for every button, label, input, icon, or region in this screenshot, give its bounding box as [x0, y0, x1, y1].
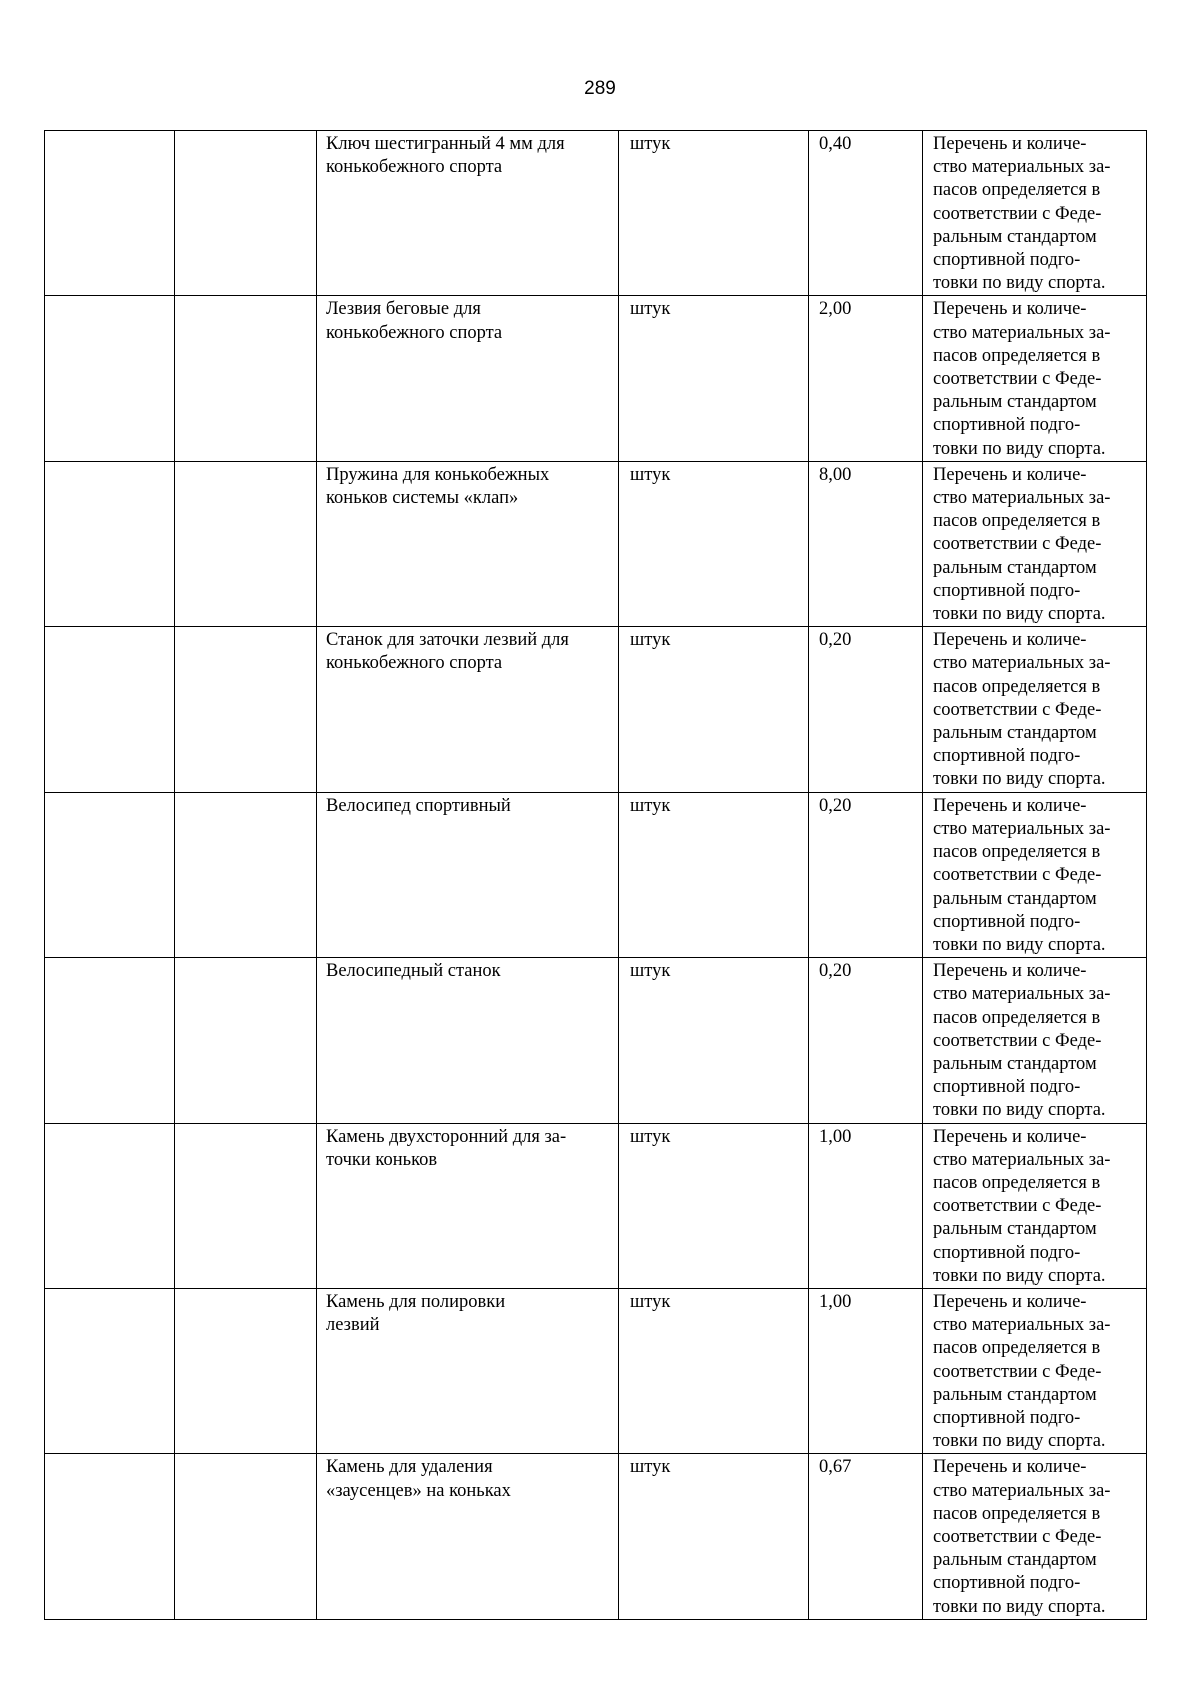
- table-row: [45, 958, 1147, 1123]
- item-name-line: Пружина для конькобежных: [326, 464, 550, 485]
- note-line: ральным стандартом: [933, 226, 1097, 247]
- note-line: Перечень и количе-: [933, 630, 1087, 651]
- item-name-line: Камень для полировки: [326, 1291, 506, 1312]
- empty-cell-category: [175, 958, 317, 1123]
- quantity-cell: 2,00: [809, 296, 923, 461]
- note-cell: [923, 461, 1147, 626]
- table-row: [45, 1454, 1147, 1619]
- note-line: соответствии с Феде-: [933, 1196, 1102, 1217]
- item-name-cell: [317, 1288, 619, 1453]
- note-line: ство материальных за-: [933, 1149, 1111, 1170]
- note-cell: [923, 296, 1147, 461]
- note-cell: [923, 627, 1147, 792]
- table-row: [45, 461, 1147, 626]
- item-name-cell: [317, 131, 619, 296]
- item-name-line: лезвий: [326, 1315, 380, 1336]
- empty-cell-category: [175, 792, 317, 957]
- unit-cell: штук: [619, 1123, 809, 1288]
- empty-cell-number: [45, 1288, 175, 1453]
- unit-cell: штук: [619, 792, 809, 957]
- note-line: соответствии с Феде-: [933, 203, 1102, 224]
- empty-cell-number: [45, 627, 175, 792]
- quantity-cell: 0,67: [809, 1454, 923, 1619]
- quantity-cell: 1,00: [809, 1123, 923, 1288]
- note-line: соответствии с Феде-: [933, 1526, 1102, 1547]
- item-name-line: Велосипедный станок: [326, 961, 501, 982]
- note-line: товки по виду спорта.: [933, 1431, 1106, 1452]
- table-row: [45, 1123, 1147, 1288]
- note-line: ство материальных за-: [933, 818, 1111, 839]
- note-line: товки по виду спорта.: [933, 273, 1106, 294]
- item-name-line: Лезвия беговые для: [326, 299, 481, 320]
- quantity-cell: 0,20: [809, 792, 923, 957]
- quantity-cell: 1,00: [809, 1288, 923, 1453]
- note-line: товки по виду спорта.: [933, 1265, 1106, 1286]
- empty-cell-category: [175, 627, 317, 792]
- item-name-line: конькобежного спорта: [326, 653, 503, 674]
- note-line: ство материальных за-: [933, 984, 1111, 1005]
- table-row: [45, 296, 1147, 461]
- note-line: спортивной подго-: [933, 580, 1081, 601]
- note-line: ральным стандартом: [933, 1053, 1097, 1074]
- quantity-cell: 0,40: [809, 131, 923, 296]
- empty-cell-number: [45, 792, 175, 957]
- note-line: Перечень и количе-: [933, 1126, 1087, 1147]
- note-line: пасов определяется в: [933, 1503, 1101, 1524]
- quantity-cell: 8,00: [809, 461, 923, 626]
- note-line: товки по виду спорта.: [933, 1596, 1106, 1617]
- note-line: спортивной подго-: [933, 250, 1081, 271]
- note-line: товки по виду спорта.: [933, 438, 1106, 459]
- note-line: спортивной подго-: [933, 415, 1081, 436]
- table-body: [45, 131, 1147, 1620]
- item-name-line: Камень для удаления: [326, 1457, 493, 1478]
- unit-cell: штук: [619, 1288, 809, 1453]
- empty-cell-number: [45, 958, 175, 1123]
- table-row: [45, 1288, 1147, 1453]
- note-line: товки по виду спорта.: [933, 1100, 1106, 1121]
- note-line: Перечень и количе-: [933, 299, 1087, 320]
- note-line: ство материальных за-: [933, 322, 1111, 343]
- note-line: спортивной подго-: [933, 911, 1081, 932]
- note-line: пасов определяется в: [933, 1338, 1101, 1359]
- note-line: Перечень и количе-: [933, 134, 1087, 154]
- item-name-cell: [317, 296, 619, 461]
- item-name-cell: [317, 627, 619, 792]
- item-name-line: Станок для заточки лезвий для: [326, 630, 569, 651]
- note-line: ство материальных за-: [933, 157, 1111, 178]
- empty-cell-number: [45, 1454, 175, 1619]
- note-line: ральным стандартом: [933, 723, 1097, 744]
- note-line: пасов определяется в: [933, 842, 1101, 863]
- quantity-cell: 0,20: [809, 958, 923, 1123]
- note-line: ство материальных за-: [933, 488, 1111, 509]
- empty-cell-number: [45, 296, 175, 461]
- table-row: [45, 131, 1147, 296]
- note-line: товки по виду спорта.: [933, 934, 1106, 955]
- note-line: товки по виду спорта.: [933, 769, 1106, 790]
- item-name-line: конькобежного спорта: [326, 322, 503, 343]
- note-line: пасов определяется в: [933, 1172, 1101, 1193]
- item-name-line: «заусенцев» на коньках: [326, 1480, 511, 1501]
- note-line: соответствии с Феде-: [933, 1030, 1102, 1051]
- empty-cell-number: [45, 1123, 175, 1288]
- unit-cell: штук: [619, 461, 809, 626]
- item-name-line: коньков системы «клап»: [326, 488, 519, 509]
- note-line: пасов определяется в: [933, 511, 1101, 532]
- note-line: ральным стандартом: [933, 1219, 1097, 1240]
- item-name-line: конькобежного спорта: [326, 157, 503, 178]
- unit-cell: штук: [619, 958, 809, 1123]
- quantity-cell: 0,20: [809, 627, 923, 792]
- table-row: [45, 627, 1147, 792]
- note-line: ство материальных за-: [933, 1480, 1111, 1501]
- note-line: Перечень и количе-: [933, 1457, 1087, 1478]
- note-line: ральным стандартом: [933, 1384, 1097, 1405]
- item-name-cell: [317, 1123, 619, 1288]
- equipment-table: [44, 130, 1147, 1620]
- item-name-line: Велосипед спортивный: [326, 795, 511, 816]
- empty-cell-number: [45, 131, 175, 296]
- note-line: пасов определяется в: [933, 345, 1101, 366]
- note-line: соответствии с Феде-: [933, 699, 1102, 720]
- empty-cell-category: [175, 1454, 317, 1619]
- note-line: спортивной подго-: [933, 1077, 1081, 1098]
- note-line: Перечень и количе-: [933, 961, 1087, 982]
- unit-cell: штук: [619, 627, 809, 792]
- item-name-cell: [317, 1454, 619, 1619]
- item-name-cell: [317, 461, 619, 626]
- empty-cell-category: [175, 461, 317, 626]
- item-name-line: точки коньков: [326, 1149, 438, 1170]
- unit-cell: штук: [619, 1454, 809, 1619]
- note-line: ральным стандартом: [933, 392, 1097, 413]
- note-line: спортивной подго-: [933, 746, 1081, 767]
- item-name-cell: [317, 792, 619, 957]
- note-line: пасов определяется в: [933, 180, 1101, 201]
- note-line: Перечень и количе-: [933, 1291, 1087, 1312]
- note-cell: [923, 792, 1147, 957]
- note-line: спортивной подго-: [933, 1407, 1081, 1428]
- empty-cell-category: [175, 296, 317, 461]
- note-line: Перечень и количе-: [933, 464, 1087, 485]
- note-line: соответствии с Феде-: [933, 865, 1102, 886]
- note-line: соответствии с Феде-: [933, 1361, 1102, 1382]
- note-line: ство материальных за-: [933, 1315, 1111, 1336]
- note-line: ральным стандартом: [933, 888, 1097, 909]
- note-line: товки по виду спорта.: [933, 604, 1106, 625]
- note-line: соответствии с Феде-: [933, 534, 1102, 555]
- note-line: спортивной подго-: [933, 1242, 1081, 1263]
- note-line: соответствии с Феде-: [933, 369, 1102, 390]
- note-line: ральным стандартом: [933, 557, 1097, 578]
- table-row: [45, 792, 1147, 957]
- note-cell: [923, 1123, 1147, 1288]
- note-cell: [923, 1288, 1147, 1453]
- item-name-line: Ключ шестигранный 4 мм для: [326, 134, 565, 154]
- note-cell: [923, 131, 1147, 296]
- note-line: пасов определяется в: [933, 676, 1101, 697]
- note-line: ральным стандартом: [933, 1550, 1097, 1571]
- empty-cell-category: [175, 131, 317, 296]
- note-line: Перечень и количе-: [933, 795, 1087, 816]
- note-line: пасов определяется в: [933, 1007, 1101, 1028]
- note-cell: [923, 958, 1147, 1123]
- empty-cell-category: [175, 1288, 317, 1453]
- note-line: ство материальных за-: [933, 653, 1111, 674]
- item-name-line: Камень двухсторонний для за-: [326, 1126, 567, 1147]
- item-name-cell: [317, 958, 619, 1123]
- note-cell: [923, 1454, 1147, 1619]
- empty-cell-category: [175, 1123, 317, 1288]
- unit-cell: штук: [619, 296, 809, 461]
- empty-cell-number: [45, 461, 175, 626]
- unit-cell: штук: [619, 131, 809, 296]
- page-number: 289: [584, 78, 616, 99]
- note-line: спортивной подго-: [933, 1573, 1081, 1594]
